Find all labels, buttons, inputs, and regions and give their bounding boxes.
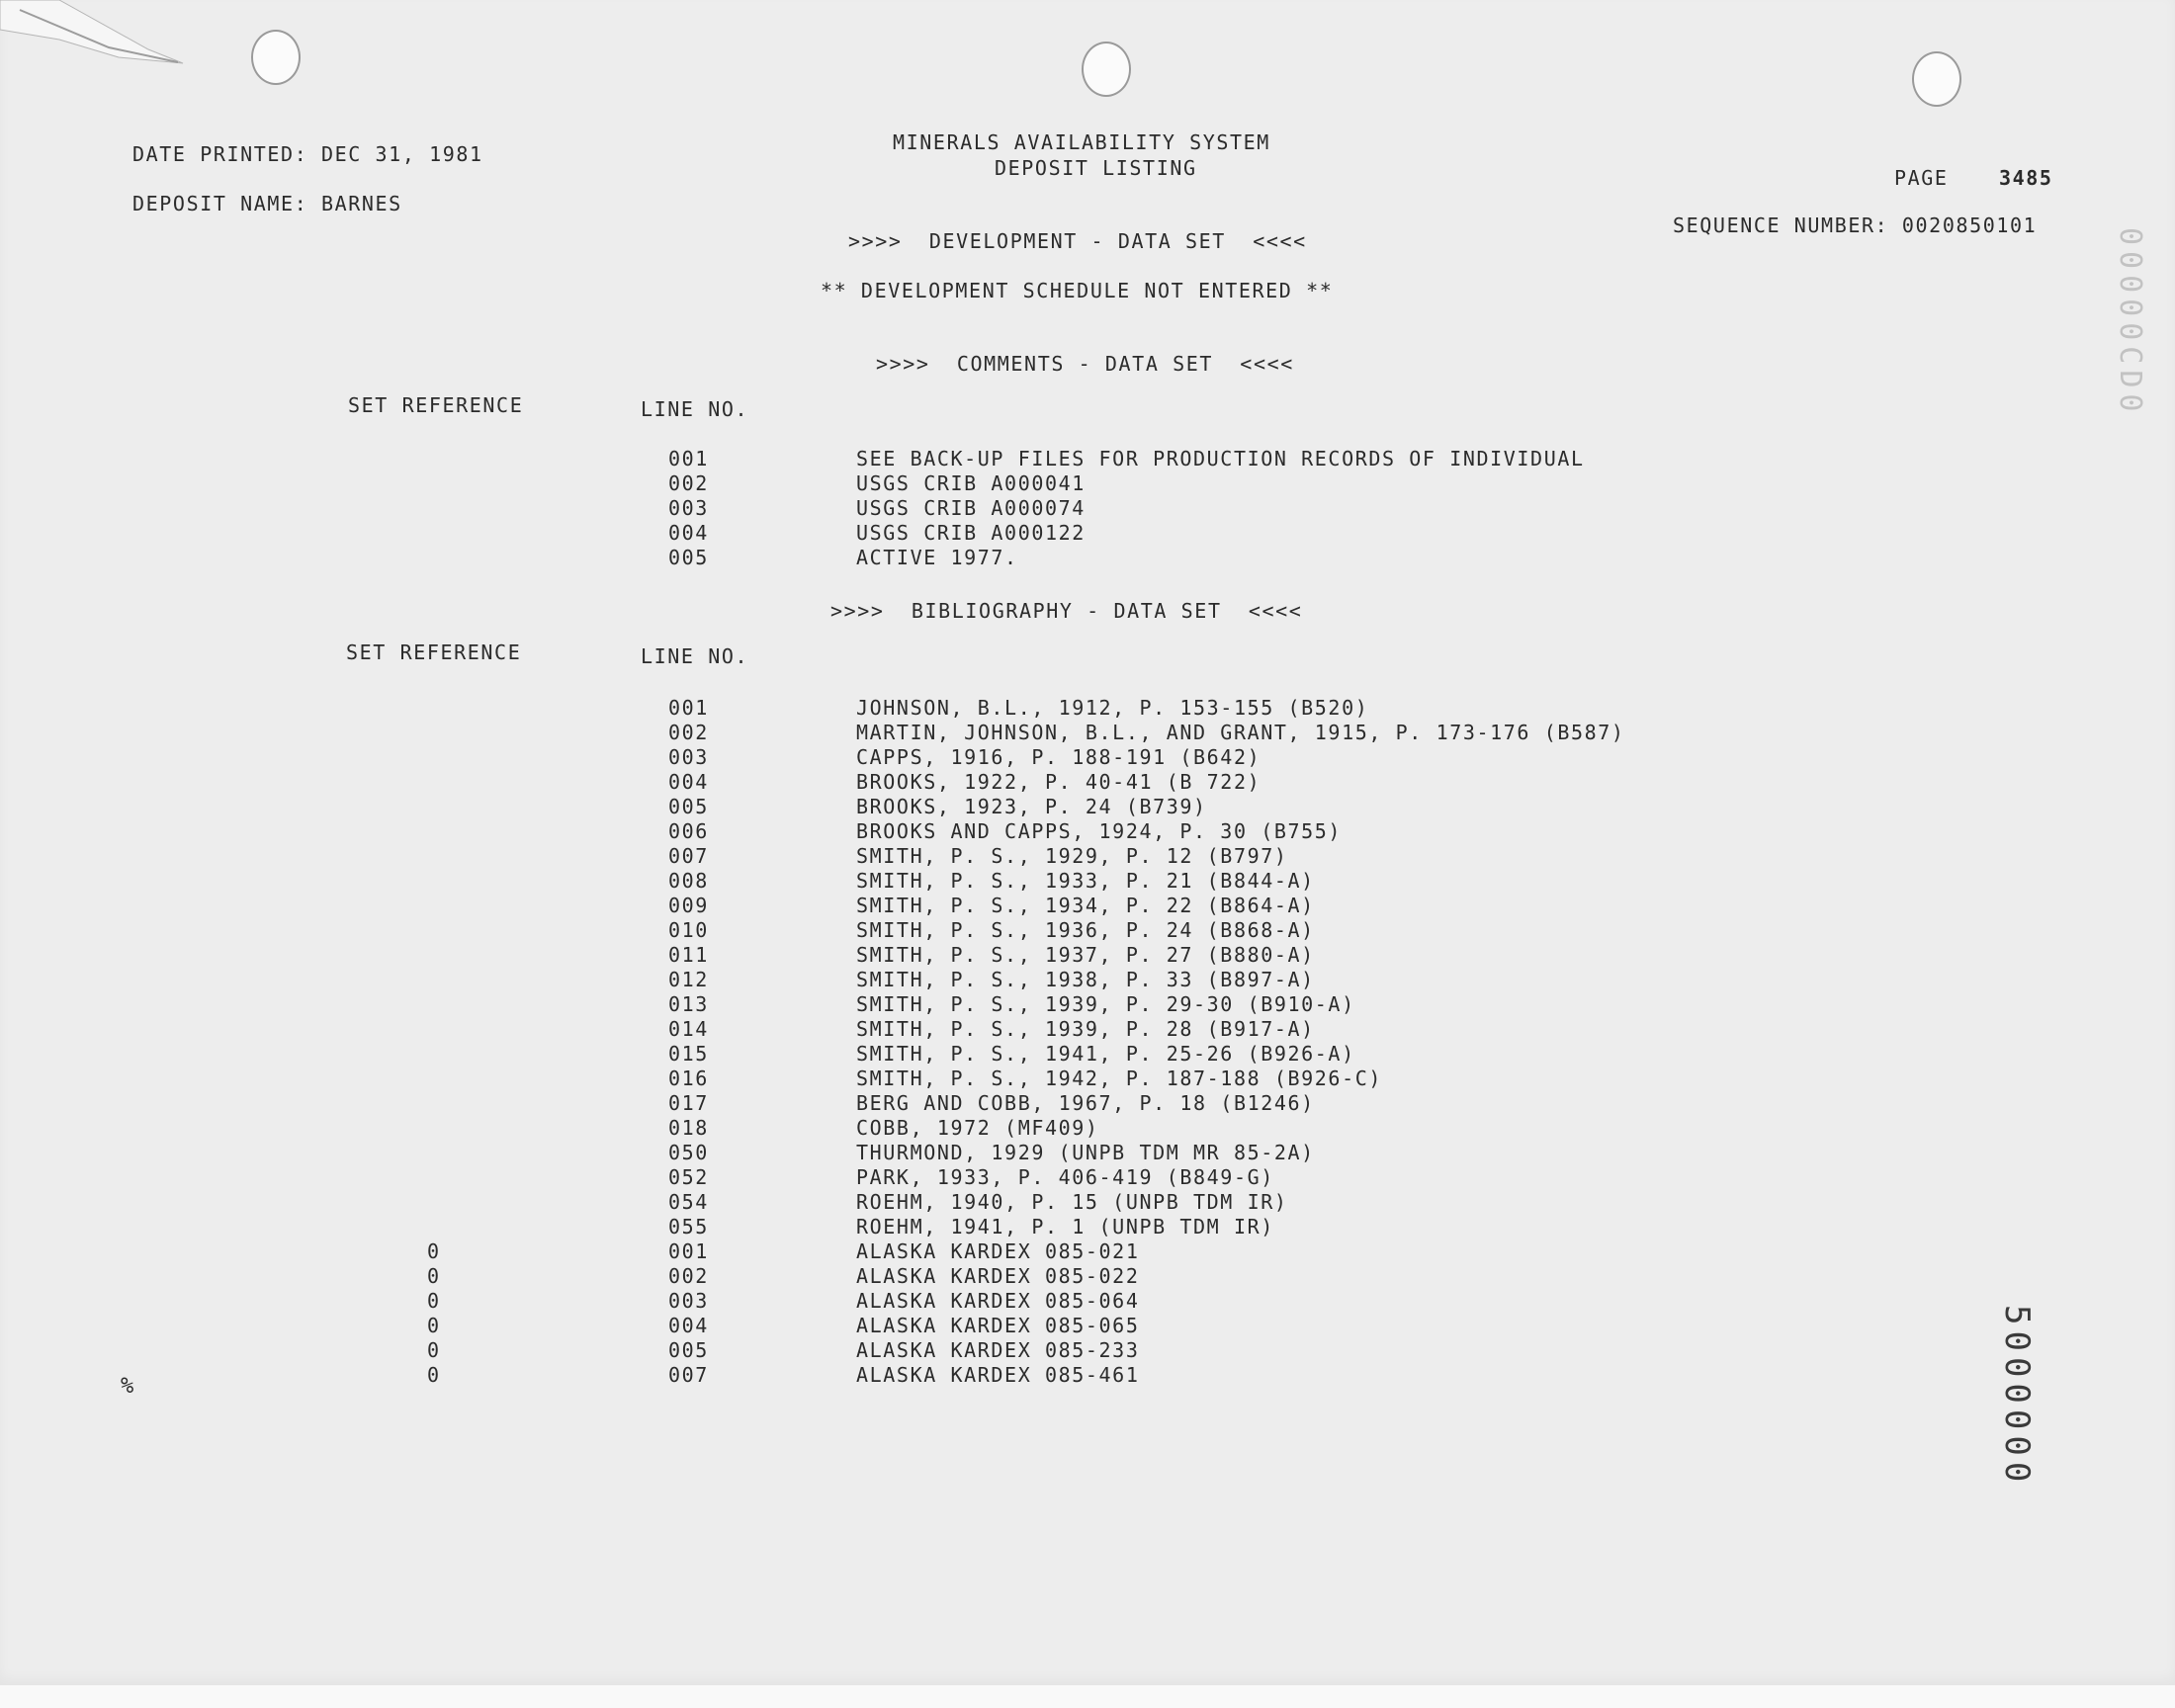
entry-text-cell: SMITH, P. S., 1929, P. 12 (B797) — [856, 844, 1288, 868]
line-number-cell: 009 — [668, 894, 709, 917]
entry-text-cell: ALASKA KARDEX 085-022 — [856, 1264, 1140, 1288]
entry-text-cell: ROEHM, 1940, P. 15 (UNPB TDM IR) — [856, 1190, 1288, 1214]
line-number-cell: 002 — [668, 721, 709, 744]
set-reference-cell: 0 — [427, 1239, 441, 1263]
table-row — [0, 1141, 1780, 1165]
table-row — [0, 471, 1780, 496]
bibliography-section-title: >>>> BIBLIOGRAPHY - DATA SET <<<< — [830, 599, 1303, 623]
percent-mark: % — [121, 1374, 134, 1399]
entry-text-cell: BROOKS, 1922, P. 40-41 (B 722) — [856, 770, 1262, 794]
comments-col-line-no: LINE NO. — [641, 397, 749, 421]
line-number-cell: 002 — [668, 1264, 709, 1288]
line-number-cell: 008 — [668, 869, 709, 893]
line-number-cell: 007 — [668, 844, 709, 868]
table-row — [0, 1314, 1780, 1338]
set-reference-cell: 0 — [427, 1338, 441, 1362]
entry-text-cell: THURMOND, 1929 (UNPB TDM MR 85-2A) — [856, 1141, 1315, 1164]
entry-text-cell: USGS CRIB A000074 — [856, 496, 1086, 520]
table-row — [0, 1338, 1780, 1363]
entry-text-cell: SMITH, P. S., 1942, P. 187-188 (B926-C) — [856, 1067, 1382, 1090]
line-number-cell: 013 — [668, 992, 709, 1016]
entry-text-cell: ALASKA KARDEX 085-064 — [856, 1289, 1140, 1313]
entry-text-cell: SMITH, P. S., 1938, P. 33 (B897-A) — [856, 968, 1315, 991]
set-reference-cell: 0 — [427, 1314, 441, 1337]
entry-text-cell: ALASKA KARDEX 085-461 — [856, 1363, 1140, 1387]
line-number-cell: 007 — [668, 1363, 709, 1387]
line-number-cell: 010 — [668, 918, 709, 942]
table-row — [0, 696, 1780, 721]
line-number-cell: 004 — [668, 770, 709, 794]
table-row — [0, 1239, 1780, 1264]
table-row — [0, 1116, 1780, 1141]
entry-text-cell: MARTIN, JOHNSON, B.L., AND GRANT, 1915, P. 173-176 (B587) — [856, 721, 1625, 744]
table-row — [0, 1042, 1780, 1067]
bibliography-col-line-no: LINE NO. — [641, 644, 749, 668]
table-row — [0, 1190, 1780, 1215]
date-printed: DATE PRINTED: DEC 31, 1981 — [132, 142, 483, 166]
table-row — [0, 869, 1780, 894]
sequence-number: SEQUENCE NUMBER: 0020850101 — [1673, 214, 2038, 237]
table-row — [0, 1215, 1780, 1239]
table-row — [0, 745, 1780, 770]
table-row — [0, 918, 1780, 943]
page-label: PAGE — [1894, 166, 1949, 190]
set-reference-cell: 0 — [427, 1363, 441, 1387]
entry-text-cell: BROOKS, 1923, P. 24 (B739) — [856, 795, 1207, 818]
line-number-cell: 011 — [668, 943, 709, 967]
development-section-title: >>>> DEVELOPMENT - DATA SET <<<< — [848, 229, 1307, 253]
line-number-cell: 004 — [668, 1314, 709, 1337]
entry-text-cell: ALASKA KARDEX 085-233 — [856, 1338, 1140, 1362]
line-number-cell: 001 — [668, 447, 709, 470]
table-row — [0, 521, 1780, 546]
set-reference-cell: 0 — [427, 1264, 441, 1288]
line-number-cell: 050 — [668, 1141, 709, 1164]
entry-text-cell: PARK, 1933, P. 406-419 (B849-G) — [856, 1165, 1274, 1189]
punch-hole-right — [1912, 51, 1961, 107]
entry-text-cell: BROOKS AND CAPPS, 1924, P. 30 (B755) — [856, 819, 1343, 843]
entry-text-cell: CAPPS, 1916, P. 188-191 (B642) — [856, 745, 1262, 769]
table-row — [0, 1264, 1780, 1289]
line-number-cell: 003 — [668, 745, 709, 769]
entry-text-cell: BERG AND COBB, 1967, P. 18 (B1246) — [856, 1091, 1315, 1115]
entry-text-cell: SMITH, P. S., 1936, P. 24 (B868-A) — [856, 918, 1315, 942]
entry-text-cell: USGS CRIB A000122 — [856, 521, 1086, 545]
table-row — [0, 819, 1780, 844]
table-row — [0, 546, 1780, 570]
entry-text-cell: SEE BACK-UP FILES FOR PRODUCTION RECORDS OF INDIVIDUAL — [856, 447, 1585, 470]
line-number-cell: 055 — [668, 1215, 709, 1238]
entry-text-cell: SMITH, P. S., 1934, P. 22 (B864-A) — [856, 894, 1315, 917]
table-row — [0, 992, 1780, 1017]
comments-col-set-reference: SET REFERENCE — [348, 393, 524, 417]
line-number-cell: 054 — [668, 1190, 709, 1214]
bibliography-col-set-reference: SET REFERENCE — [346, 640, 522, 664]
line-number-cell: 005 — [668, 1338, 709, 1362]
side-stamp-number: 5000000 — [1997, 1305, 2037, 1489]
table-row — [0, 894, 1780, 918]
table-row — [0, 943, 1780, 968]
set-reference-cell: 0 — [427, 1289, 441, 1313]
entry-text-cell: JOHNSON, B.L., 1912, P. 153-155 (B520) — [856, 696, 1369, 720]
table-row — [0, 795, 1780, 819]
line-number-cell: 015 — [668, 1042, 709, 1066]
comments-section-title: >>>> COMMENTS - DATA SET <<<< — [876, 352, 1294, 376]
table-row — [0, 968, 1780, 992]
torn-corner-fold — [0, 0, 188, 89]
table-row — [0, 447, 1780, 471]
line-number-cell: 052 — [668, 1165, 709, 1189]
entry-text-cell: ALASKA KARDEX 085-065 — [856, 1314, 1140, 1337]
entry-text-cell: SMITH, P. S., 1941, P. 25-26 (B926-A) — [856, 1042, 1355, 1066]
table-row — [0, 1165, 1780, 1190]
table-row — [0, 1067, 1780, 1091]
line-number-cell: 018 — [668, 1116, 709, 1140]
entry-text-cell: SMITH, P. S., 1939, P. 29-30 (B910-A) — [856, 992, 1355, 1016]
line-number-cell: 004 — [668, 521, 709, 545]
table-row — [0, 721, 1780, 745]
punch-hole-left — [251, 30, 301, 85]
table-row — [0, 1017, 1780, 1042]
entry-text-cell: SMITH, P. S., 1937, P. 27 (B880-A) — [856, 943, 1315, 967]
entry-text-cell: ALASKA KARDEX 085-021 — [856, 1239, 1140, 1263]
line-number-cell: 003 — [668, 496, 709, 520]
deposit-name: DEPOSIT NAME: BARNES — [132, 192, 402, 215]
listing-title: DEPOSIT LISTING — [995, 156, 1197, 180]
system-title: MINERALS AVAILABILITY SYSTEM — [893, 130, 1270, 154]
line-number-cell: 017 — [668, 1091, 709, 1115]
page-number: 3485 — [1999, 166, 2053, 190]
line-number-cell: 001 — [668, 696, 709, 720]
table-row — [0, 496, 1780, 521]
line-number-cell: 006 — [668, 819, 709, 843]
line-number-cell: 005 — [668, 546, 709, 569]
side-faint-number: 00000CD0 — [2113, 227, 2147, 418]
table-row — [0, 770, 1780, 795]
line-number-cell: 005 — [668, 795, 709, 818]
entry-text-cell: ROEHM, 1941, P. 1 (UNPB TDM IR) — [856, 1215, 1274, 1238]
entry-text-cell: COBB, 1972 (MF409) — [856, 1116, 1099, 1140]
entry-text-cell: ACTIVE 1977. — [856, 546, 1018, 569]
table-row — [0, 844, 1780, 869]
line-number-cell: 002 — [668, 471, 709, 495]
entry-text-cell: SMITH, P. S., 1939, P. 28 (B917-A) — [856, 1017, 1315, 1041]
entry-text-cell: SMITH, P. S., 1933, P. 21 (B844-A) — [856, 869, 1315, 893]
scan-bottom-edge — [0, 1685, 2175, 1708]
table-row — [0, 1363, 1780, 1388]
development-note: ** DEVELOPMENT SCHEDULE NOT ENTERED ** — [821, 279, 1334, 302]
line-number-cell: 016 — [668, 1067, 709, 1090]
line-number-cell: 012 — [668, 968, 709, 991]
table-row — [0, 1289, 1780, 1314]
entry-text-cell: USGS CRIB A000041 — [856, 471, 1086, 495]
table-row — [0, 1091, 1780, 1116]
line-number-cell: 003 — [668, 1289, 709, 1313]
punch-hole-center — [1082, 42, 1131, 97]
line-number-cell: 014 — [668, 1017, 709, 1041]
line-number-cell: 001 — [668, 1239, 709, 1263]
